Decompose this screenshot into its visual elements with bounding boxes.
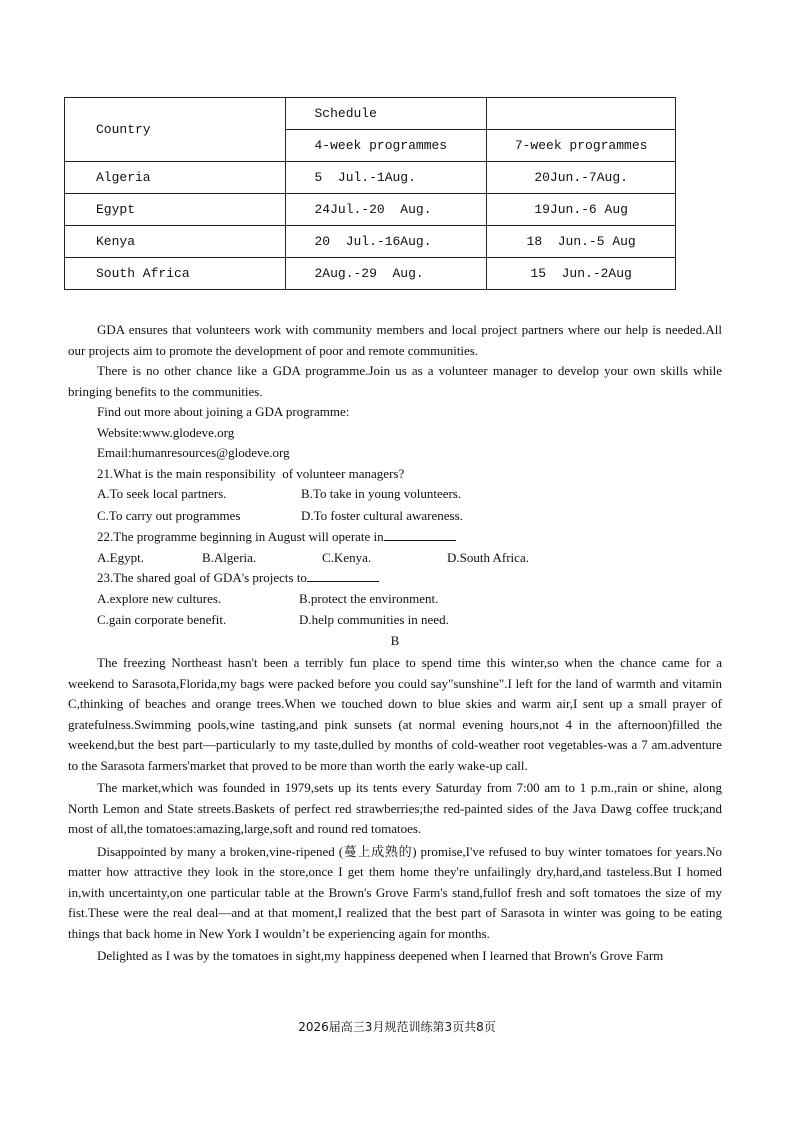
- table-row: [65, 194, 676, 226]
- table-row: [65, 162, 676, 194]
- four-week-cell: 24Jul.-20 Aug.: [286, 194, 487, 226]
- four-week-cell: 2Aug.-29 Aug.: [286, 258, 487, 290]
- header-4week: 4-week programmes: [286, 130, 487, 162]
- answer-blank: [307, 569, 379, 582]
- question-21-options-row-2: [68, 506, 722, 527]
- country-cell: South Africa: [65, 258, 286, 290]
- question-23-options-row-2: [68, 610, 722, 631]
- email-text: Email:humanresources@glodeve.org: [97, 445, 290, 460]
- header-empty-cell: [487, 98, 676, 130]
- option-a: A.explore new cultures.: [97, 590, 222, 606]
- passage-b-paragraph-4: Delighted as I was by the tomatoes in sight,my happiness deepened when I learned that Brown's Grove Farm: [97, 948, 664, 963]
- question-23-stem: [68, 568, 722, 589]
- passage-b-paragraph-2: The market,which was founded in 1979,sets up its tents every Saturday from 7:00 am to 1 p.m.,rain or shine, along North Lemon and State streets.Baskets of perfect red strawberries;the red-painted sides of the Java Dawg coffee truck;and most of all,the tomatoes:amazing,large,soft and round red tomatoes.: [68, 780, 722, 836]
- question-22-options: [68, 548, 722, 569]
- question-22-stem: [68, 527, 722, 548]
- passage-b-paragraph-1: The freezing Northeast hasn't been a terribly fun place to spend time this winter,so when the chance came for a weekend to Sarasota,Florida,my bags were packed before you could say"sunshine".I left for the land of warmth and vitamin C,thinking of beaches and orange trees.When we touched down to blue skies and warm air,I sent up a small prayer of gratefulness.Swimming pools,wine tasting,and pink sunsets (at normal evening hours,not 4 in the afternoon)filled the weekend,but the best part—particularly to my taste,dulled by months of cold-weather root vegetables-was a 7 am.adventure to the Sarasota farmers'market that proved to be more than worth the early wake-up call.: [68, 655, 722, 773]
- option-d: D.To foster cultural awareness.: [301, 507, 463, 523]
- option-a: A.To seek local partners.: [97, 486, 227, 501]
- country-cell: Egypt: [65, 194, 286, 226]
- find-out-more-text: Find out more about joining a GDA programme:: [97, 404, 350, 419]
- page-footer: 2026届高三3月规范训练第3页共8页: [298, 1020, 496, 1034]
- country-cell: Kenya: [65, 226, 286, 258]
- four-week-cell: 20 Jul.-16Aug.: [286, 226, 487, 258]
- option-c: C.Kenya.: [322, 549, 372, 565]
- section-b-label: B: [390, 632, 400, 648]
- passage-a: [68, 320, 722, 967]
- option-d: D.South Africa.: [447, 549, 529, 565]
- four-week-cell: 5 Jul.-1Aug.: [286, 162, 487, 194]
- question-21-stem: 21.What is the main responsibility of volunteer managers?: [97, 465, 405, 481]
- option-b: B.Algeria.: [202, 549, 257, 565]
- table-row: [65, 258, 676, 290]
- question-21-options: [68, 484, 722, 505]
- question-23-text: 23.The shared goal of GDA's projects to: [97, 570, 307, 585]
- option-a: A.Egypt.: [97, 549, 144, 565]
- question-23-options: [68, 589, 722, 610]
- seven-week-cell: 20Jun.-7Aug.: [487, 162, 676, 194]
- header-schedule: Schedule: [286, 98, 487, 130]
- country-cell: Algeria: [65, 162, 286, 194]
- passage-b-paragraph-3: Disappointed by many a broken,vine-ripened (蔓上成熟的) promise,I've refused to buy winter tomatoes for years.No matter how attractive they look in the store,once I get them home they're unfailingly dry,hard,and tasteless.But I homed in,with uncertainty,on one particular table at the Brown's Grove Farm's stand,fullof fresh and soft tomatoes the size of my fist.These were the real deal—and at that moment,I realized that the best part of Sarasota in winter was going to be eating things that back home in New York I wouldn’t be experiencing again for months.: [68, 843, 722, 941]
- answer-blank: [384, 528, 456, 541]
- header-country: Country: [65, 98, 286, 162]
- passage-a-paragraph-2: There is no other chance like a GDA programme.Join us as a volunteer manager to develop your own skills while bringing benefits to the communities.: [68, 363, 722, 399]
- table-header-row: [65, 98, 676, 130]
- seven-week-cell: 18 Jun.-5 Aug: [487, 226, 676, 258]
- passage-a-paragraph-1: GDA ensures that volunteers work with community members and local project partners where our help is needed.All our projects aim to promote the development of poor and remote communities.: [68, 322, 722, 358]
- option-b: B.To take in young volunteers.: [301, 486, 462, 501]
- question-22-text: 22.The programme beginning in August will operate in: [97, 529, 384, 544]
- website-text: Website:www.glodeve.org: [97, 424, 235, 440]
- option-c: C.To carry out programmes: [97, 507, 241, 523]
- header-7week: 7-week programmes: [487, 130, 676, 162]
- seven-week-cell: 19Jun.-6 Aug: [487, 194, 676, 226]
- seven-week-cell: 15 Jun.-2Aug: [487, 258, 676, 290]
- option-d: D.help communities in need.: [299, 612, 449, 627]
- table-row: [65, 226, 676, 258]
- option-c: C.gain corporate benefit.: [97, 612, 227, 627]
- option-b: B.protect the environment.: [299, 590, 439, 606]
- programme-schedule-table: [64, 97, 676, 290]
